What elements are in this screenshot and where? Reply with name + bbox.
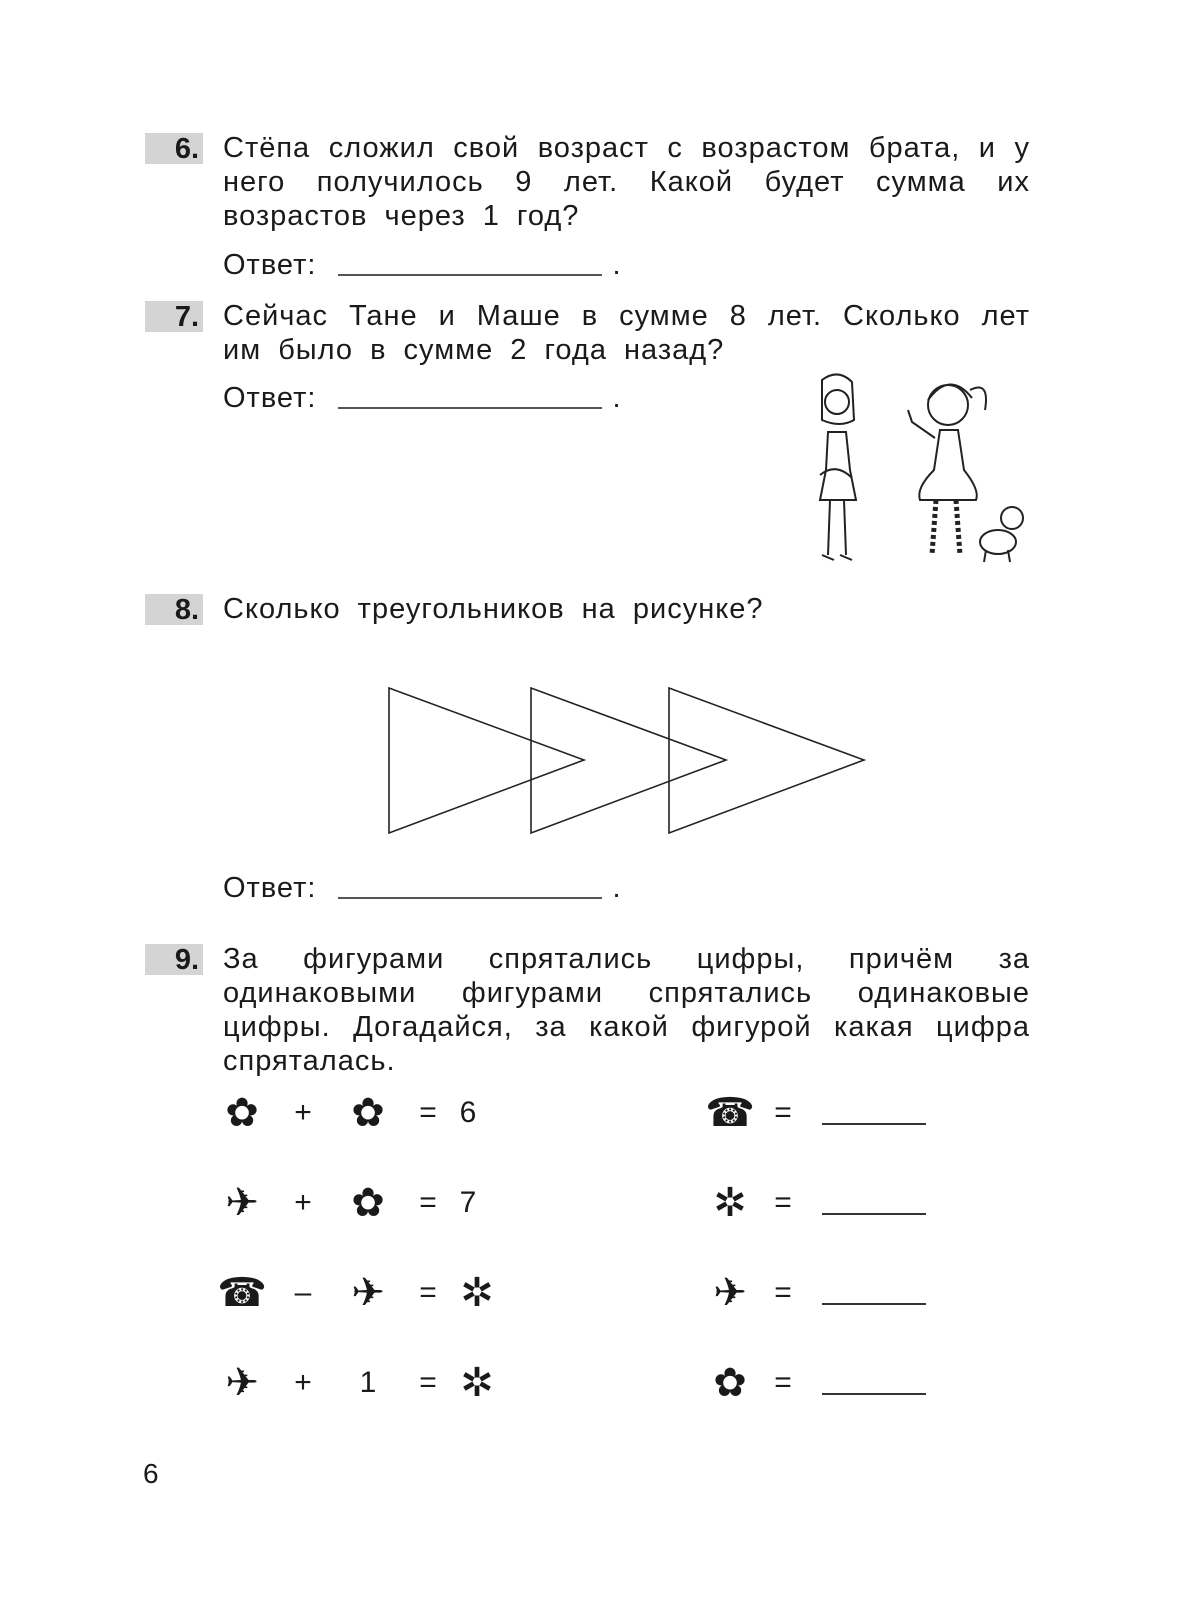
task-number: 9. <box>145 944 203 975</box>
task-8 <box>145 592 1030 626</box>
answer-blank[interactable] <box>822 1123 926 1125</box>
task-text: Стёпа сложил свой возраст с возрастом брата, и у него получилось 9 лет. Какой будет сумма их возрастов через 1 год? <box>223 132 1030 232</box>
equals-sign: = <box>774 1186 792 1219</box>
answer-field[interactable] <box>338 896 602 899</box>
answer-row <box>223 249 1030 282</box>
equals-sign: = <box>419 1186 437 1219</box>
task-number: 8. <box>145 594 203 625</box>
equals-sign: = <box>419 1096 437 1129</box>
answer-blank[interactable] <box>822 1393 926 1395</box>
equals-sign: = <box>774 1276 792 1309</box>
answer-row <box>223 872 622 905</box>
operator: + <box>294 1186 312 1219</box>
puppy <box>980 507 1023 562</box>
snowflake-icon: ✲ <box>460 1360 494 1406</box>
page-number: 6 <box>143 1458 159 1489</box>
equals-sign: = <box>419 1276 437 1309</box>
result-number: 6 <box>459 1096 477 1129</box>
answer-period: . <box>612 382 622 414</box>
answer-label: Ответ: <box>223 382 317 414</box>
flower-icon: ✿ <box>351 1180 385 1226</box>
telephone-icon: ☎ <box>705 1090 755 1136</box>
snowflake-icon: ✲ <box>713 1180 747 1226</box>
flower-icon: ✿ <box>225 1090 259 1136</box>
result-number: 7 <box>459 1186 477 1219</box>
task-number: 7. <box>145 301 203 332</box>
answer-period: . <box>612 249 622 281</box>
telephone-icon: ☎ <box>217 1270 267 1316</box>
answer-field[interactable] <box>338 273 602 276</box>
girl-masha <box>908 384 986 555</box>
task-9 <box>145 942 1030 1078</box>
equals-sign: = <box>419 1366 437 1399</box>
airplane-icon: ✈ <box>713 1270 747 1316</box>
girls-illustration <box>800 370 1035 570</box>
airplane-icon: ✈ <box>225 1180 259 1226</box>
equals-sign: = <box>774 1096 792 1129</box>
triangle-1 <box>389 688 584 833</box>
operator: + <box>294 1096 312 1129</box>
operator: + <box>294 1366 312 1399</box>
flower-icon: ✿ <box>351 1090 385 1136</box>
flower-icon: ✿ <box>713 1360 747 1406</box>
operator: – <box>294 1276 312 1309</box>
task-6 <box>145 131 1030 282</box>
answer-blank[interactable] <box>822 1303 926 1305</box>
answer-period: . <box>612 872 622 904</box>
answer-label: Ответ: <box>223 249 317 281</box>
triangle-3 <box>669 688 864 833</box>
task-text: За фигурами спрятались цифры, причём за одинаковыми фигурами спрятались одинаковые цифры. Догадайся, за какой фигурой какая цифра спряталась. <box>223 943 1030 1077</box>
number: 1 <box>359 1366 377 1399</box>
task-number: 6. <box>145 133 203 164</box>
answer-blank[interactable] <box>822 1213 926 1215</box>
answer-field[interactable] <box>338 406 602 409</box>
task-text: Сейчас Тане и Маше в сумме 8 лет. Сколько лет им было в сумме 2 года назад? <box>223 300 1030 366</box>
airplane-icon: ✈ <box>351 1270 385 1316</box>
triangles-figure <box>380 680 880 845</box>
snowflake-icon: ✲ <box>460 1270 494 1316</box>
answer-label: Ответ: <box>223 872 317 904</box>
task-text: Сколько треугольников на рисунке? <box>223 593 764 625</box>
equals-sign: = <box>774 1366 792 1399</box>
airplane-icon: ✈ <box>225 1360 259 1406</box>
girl-tanya <box>820 374 856 560</box>
triangle-2 <box>531 688 726 833</box>
